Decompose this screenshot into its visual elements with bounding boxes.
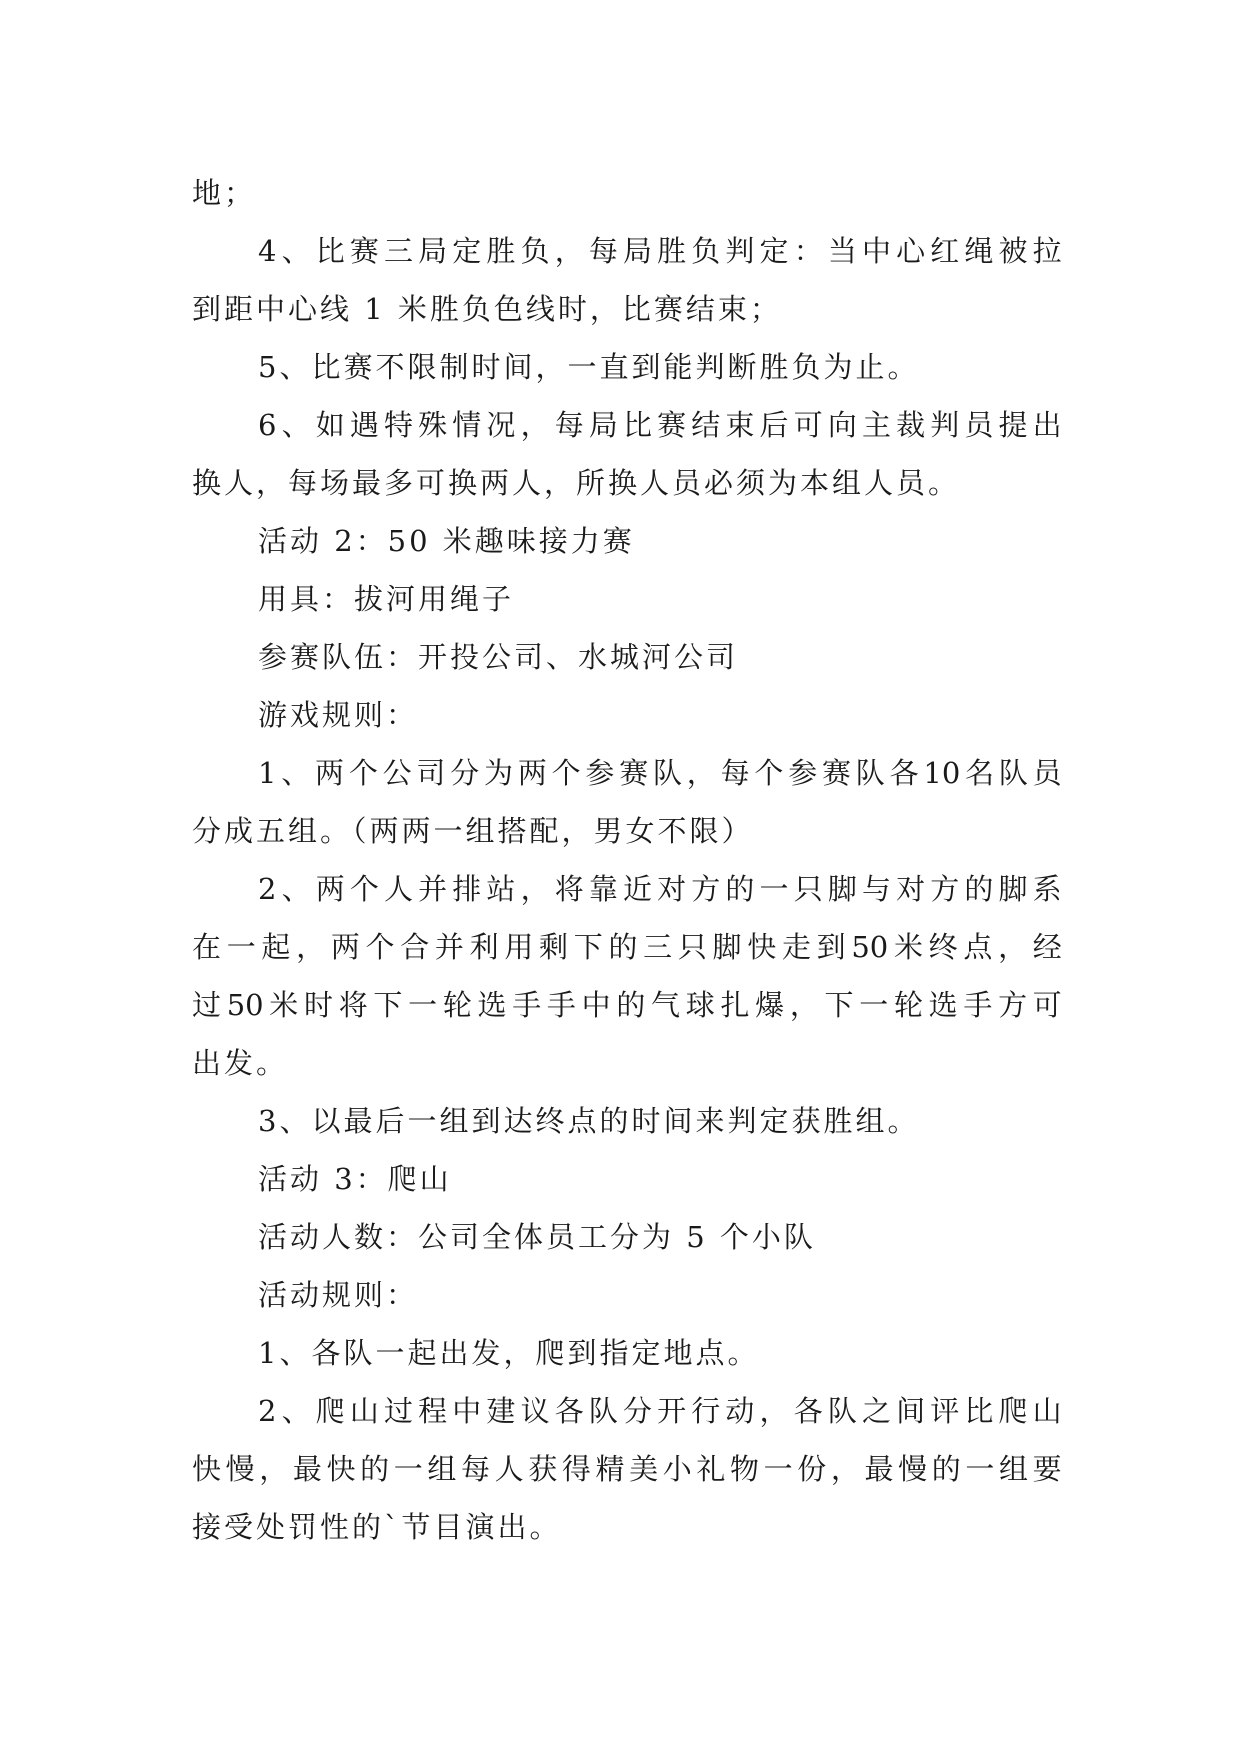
line-8: 用具：拔河用绳子 [258,582,515,616]
line-22: 2 、 爬 山 过 程 中 建 议 各 队 分 开 行 动 ， 各 队 之 间 评 比 爬 山 [258,1394,1062,1428]
line-7: 活动 2：50 米趣味接力赛 [258,524,635,558]
line-21: 1、各队一起出发，爬到指定地点。 [258,1336,760,1370]
line-1: 地； [192,176,257,210]
line-15: 过 50 米 时 将 下 一 轮 选 手 手 中 的 气 球 扎 爆 ， 下 一 轮 选 手 方 可 [192,988,1062,1022]
line-19: 活动人数：公司全体员工分为 5 个小队 [258,1220,816,1254]
line-24: 接受处罚性的`节目演出。 [192,1510,562,1544]
line-4: 5、比赛不限制时间，一直到能判断胜负为止。 [258,350,920,384]
line-23: 快 慢 ， 最 快 的 一 组 每 人 获 得 精 美 小 礼 物 一 份 ， 最 慢 的 一 组 要 [192,1452,1062,1486]
line-14: 在 一 起 ， 两 个 合 并 利 用 剩 下 的 三 只 脚 快 走 到 50 米 终 点 ， 经 [192,930,1062,964]
line-18: 活动 3：爬山 [258,1162,452,1196]
line-17: 3、以最后一组到达终点的时间来判定获胜组。 [258,1104,920,1138]
line-10: 游戏规则： [258,698,419,732]
document-body [192,164,1062,1556]
line-5: 6 、 如 遇 特 殊 情 况 ， 每 局 比 赛 结 束 后 可 向 主 裁 判 员 提 出 [258,408,1062,442]
line-12: 分成五组。（两两一组搭配，男女不限） [192,814,754,848]
line-16: 出发。 [192,1046,289,1080]
line-20: 活动规则： [258,1278,419,1312]
line-11: 1 、 两 个 公 司 分 为 两 个 参 赛 队 ， 每 个 参 赛 队 各 10 名 队 员 [258,756,1062,790]
line-13: 2 、 两 个 人 并 排 站 ， 将 靠 近 对 方 的 一 只 脚 与 对 方 的 脚 系 [258,872,1062,906]
line-6: 换人，每场最多可换两人，所换人员必须为本组人员。 [192,466,961,500]
line-3: 到距中心线 1 米胜负色线时，比赛结束； [192,292,782,326]
line-9: 参赛队伍：开投公司、水城河公司 [258,640,739,674]
line-2: 4 、 比 赛 三 局 定 胜 负 ， 每 局 胜 负 判 定 ： 当 中 心 红 绳 被 拉 [258,234,1062,268]
